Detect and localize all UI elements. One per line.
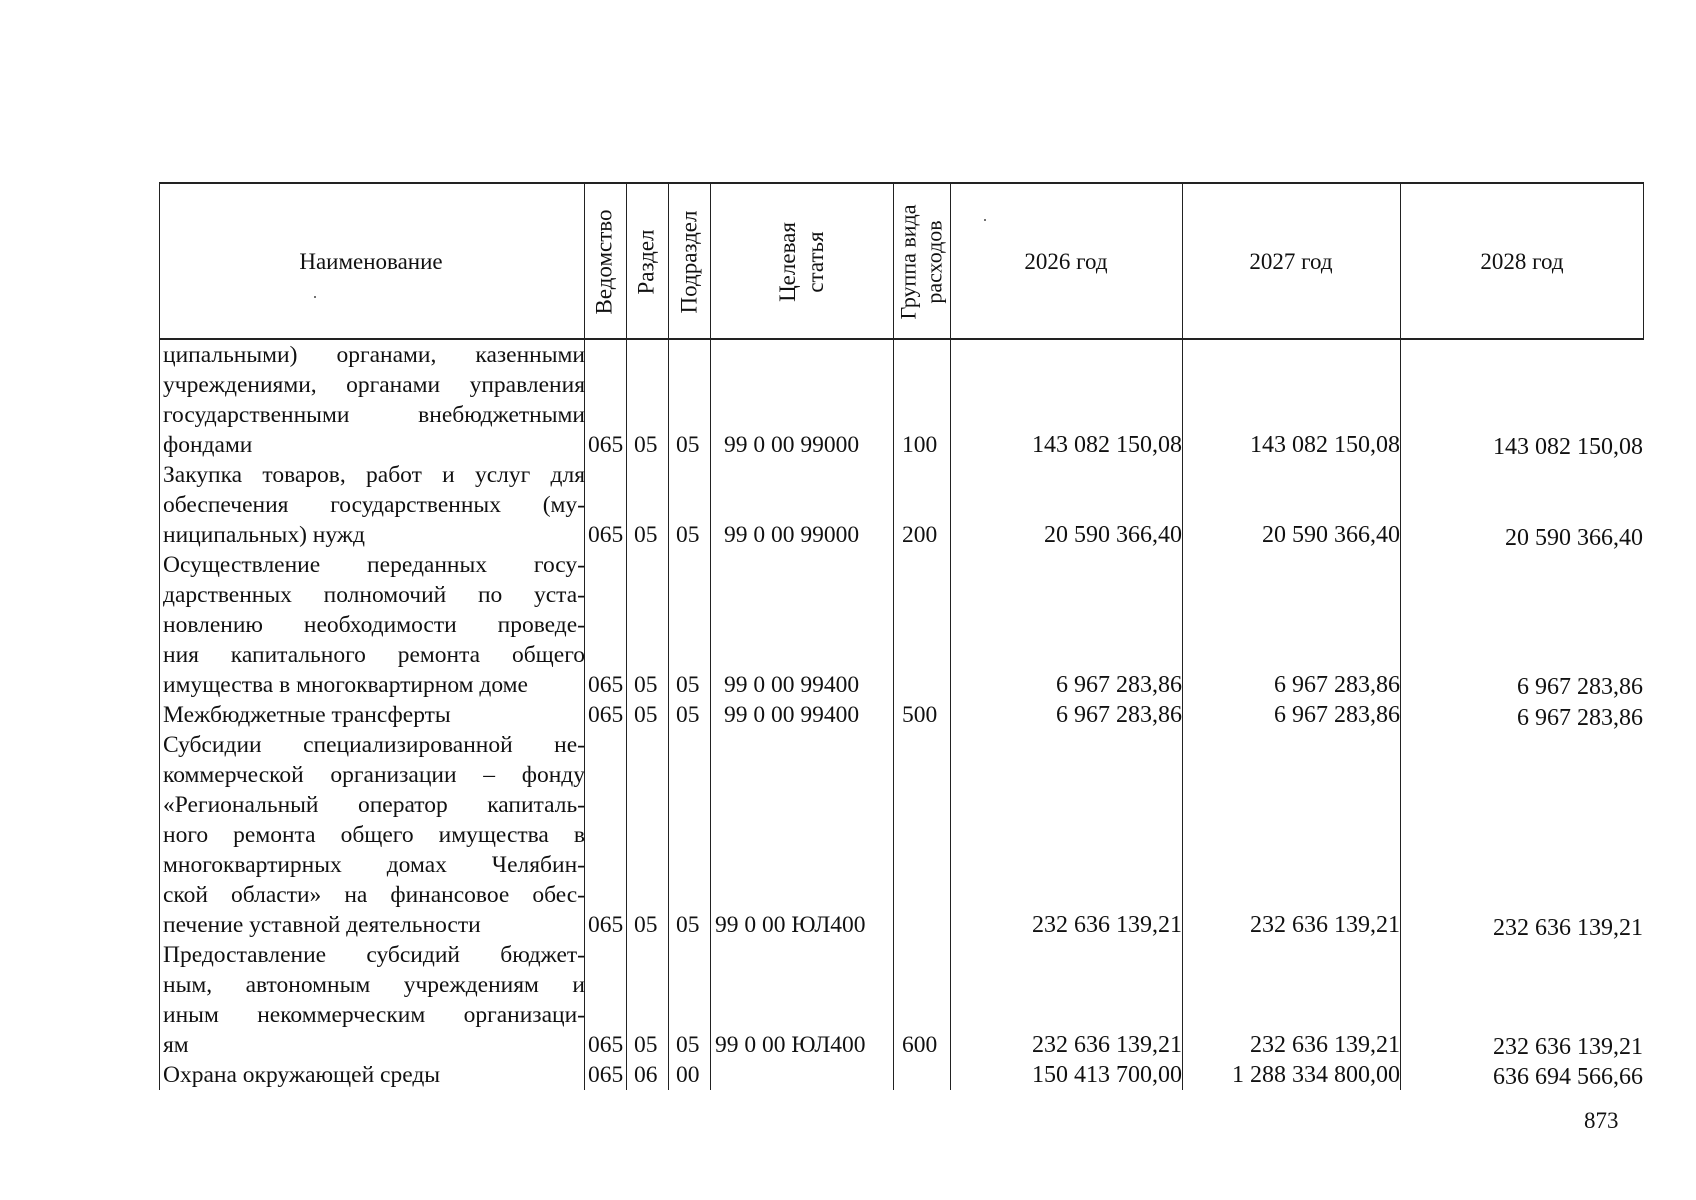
cell-target: 99 0 00 ЮЛ400 (715, 912, 866, 938)
header-group-line2: расходов (921, 220, 947, 304)
name-line: ниципальных) нужд (163, 522, 365, 548)
cell-section: 05 (634, 522, 658, 548)
name-line: ской области» на финансовое обес- (163, 882, 585, 908)
row-name (163, 460, 585, 550)
cell-2026: 232 636 139,21 (1032, 912, 1182, 938)
cell-dept: 065 (588, 1032, 624, 1058)
cell-2027: 232 636 139,21 (1250, 912, 1400, 938)
row-name (163, 940, 585, 1060)
cell-subsection: 05 (676, 912, 700, 938)
header-subsection-text: Подраздел (676, 210, 702, 314)
cell-2028: 232 636 139,21 (1493, 1034, 1643, 1060)
cell-section: 05 (634, 432, 658, 458)
cell-2027: 6 967 283,86 (1274, 702, 1400, 728)
header-target-text (773, 222, 829, 302)
grid-line (1182, 182, 1183, 1090)
cell-target: 99 0 00 ЮЛ400 (715, 1032, 866, 1058)
header-2027-text: 2027 год (1249, 249, 1333, 274)
cell-group: 600 (902, 1032, 938, 1058)
name-line: Осуществление переданных госу- (163, 552, 585, 578)
cell-2027: 6 967 283,86 (1274, 672, 1400, 698)
grid-line (1643, 182, 1644, 340)
cell-section: 05 (634, 672, 658, 698)
page-number: 873 (1584, 1108, 1619, 1133)
header-group (893, 184, 950, 340)
header-2028 (1400, 184, 1644, 340)
name-line: государственными внебюджетными (163, 402, 585, 428)
cell-2028: 232 636 139,21 (1493, 915, 1643, 941)
cell-2026: 232 636 139,21 (1032, 1032, 1182, 1058)
cell-2028: 6 967 283,86 (1517, 705, 1643, 731)
grid-line (159, 182, 160, 340)
name-line: обеспечения государственных (му- (163, 492, 585, 518)
header-target-line1: Целевая (774, 222, 800, 302)
cell-group: 500 (902, 702, 938, 728)
cell-2027: 20 590 366,40 (1262, 522, 1400, 548)
cell-2027: 1 288 334 800,00 (1232, 1062, 1400, 1088)
name-line: ния капитального ремонта общего (163, 642, 585, 668)
header-target-line2: статья (802, 231, 828, 293)
cell-2028: 6 967 283,86 (1517, 674, 1643, 700)
budget-table (159, 182, 1644, 1090)
name-line: Предоставление субсидий бюджет- (163, 942, 585, 968)
name-line: многоквартирных домах Челябин- (163, 852, 585, 878)
cell-dept: 065 (588, 1062, 624, 1088)
row-name (163, 550, 585, 700)
row-name (163, 340, 585, 460)
name-line: ципальными) органами, казенными (163, 342, 585, 368)
cell-group: 100 (902, 432, 938, 458)
cell-target: 99 0 00 99400 (724, 702, 860, 728)
table-header (159, 182, 1644, 340)
cell-2028: 20 590 366,40 (1505, 525, 1643, 551)
header-2028-text: 2028 год (1480, 249, 1564, 274)
cell-target: 99 0 00 99400 (724, 672, 860, 698)
cell-2028: 636 694 566,66 (1493, 1064, 1643, 1090)
grid-line (710, 182, 711, 1090)
name-line: учреждениями, органами управления (163, 372, 585, 398)
row-name (163, 700, 585, 730)
row-name (163, 730, 585, 940)
cell-2026: 150 413 700,00 (1032, 1062, 1182, 1088)
header-section-text: Раздел (634, 229, 659, 295)
name-line: дарственных полномочий по уста- (163, 582, 585, 608)
cell-section: 06 (634, 1062, 658, 1088)
cell-subsection: 05 (676, 672, 700, 698)
cell-section: 05 (634, 702, 658, 728)
header-name-text: Наименование (299, 249, 443, 274)
cell-2026: 6 967 283,86 (1056, 672, 1182, 698)
grid-line (668, 182, 669, 1090)
name-line: Межбюджетные трансферты (163, 702, 451, 728)
grid-line (159, 340, 160, 1090)
cell-dept: 065 (588, 672, 624, 698)
cell-2028: 143 082 150,08 (1493, 434, 1643, 460)
name-line: Субсидии специализированной не- (163, 732, 585, 758)
cell-dept: 065 (588, 702, 624, 728)
name-line: ного ремонта общего имущества в (163, 822, 585, 848)
cell-dept: 065 (588, 912, 624, 938)
name-line: новлению необходимости проведе- (163, 612, 585, 638)
header-2026-text: 2026 год (1024, 249, 1108, 274)
cell-subsection: 05 (676, 522, 700, 548)
cell-subsection: 05 (676, 702, 700, 728)
name-line: имущества в многоквартирном доме (163, 672, 528, 698)
header-2026 (950, 184, 1182, 340)
grid-line (893, 182, 894, 1090)
name-line: коммерческой организации – фонду (163, 762, 585, 788)
cell-2027: 232 636 139,21 (1250, 1032, 1400, 1058)
name-line: ям (163, 1032, 189, 1058)
cell-group: 200 (902, 522, 938, 548)
name-line: иным некоммерческим организаци- (163, 1002, 585, 1028)
header-group-text (896, 205, 948, 320)
row-name (163, 1060, 585, 1090)
cell-section: 05 (634, 912, 658, 938)
header-dept (584, 184, 626, 340)
cell-target: 99 0 00 99000 (724, 522, 860, 548)
grid-line (950, 182, 951, 1090)
header-section (626, 184, 668, 340)
cell-subsection: 05 (676, 432, 700, 458)
header-group-line1: Группа вида (895, 204, 921, 320)
header-dept-text: Ведомство (592, 209, 617, 315)
cell-section: 05 (634, 1032, 658, 1058)
cell-subsection: 00 (676, 1062, 700, 1088)
cell-dept: 065 (588, 522, 624, 548)
header-subsection (668, 184, 710, 340)
grid-line (1400, 182, 1401, 1090)
cell-2026: 20 590 366,40 (1044, 522, 1182, 548)
scan-speck (984, 219, 986, 221)
name-line: ным, автономным учреждениям и (163, 972, 585, 998)
header-name (159, 184, 583, 340)
cell-2026: 143 082 150,08 (1032, 432, 1182, 458)
header-2027 (1182, 184, 1400, 340)
cell-2026: 6 967 283,86 (1056, 702, 1182, 728)
cell-2027: 143 082 150,08 (1250, 432, 1400, 458)
cell-subsection: 05 (676, 1032, 700, 1058)
name-line: печение уставной деятельности (163, 912, 481, 938)
cell-dept: 065 (588, 432, 624, 458)
name-line: фондами (163, 432, 253, 458)
grid-line (626, 182, 627, 1090)
scan-speck (314, 296, 316, 298)
name-line: Закупка товаров, работ и услуг для (163, 462, 585, 488)
name-line: «Региональный оператор капиталь- (163, 792, 585, 818)
name-line: Охрана окружающей среды (163, 1062, 441, 1088)
header-target (710, 184, 893, 340)
cell-target: 99 0 00 99000 (724, 432, 860, 458)
